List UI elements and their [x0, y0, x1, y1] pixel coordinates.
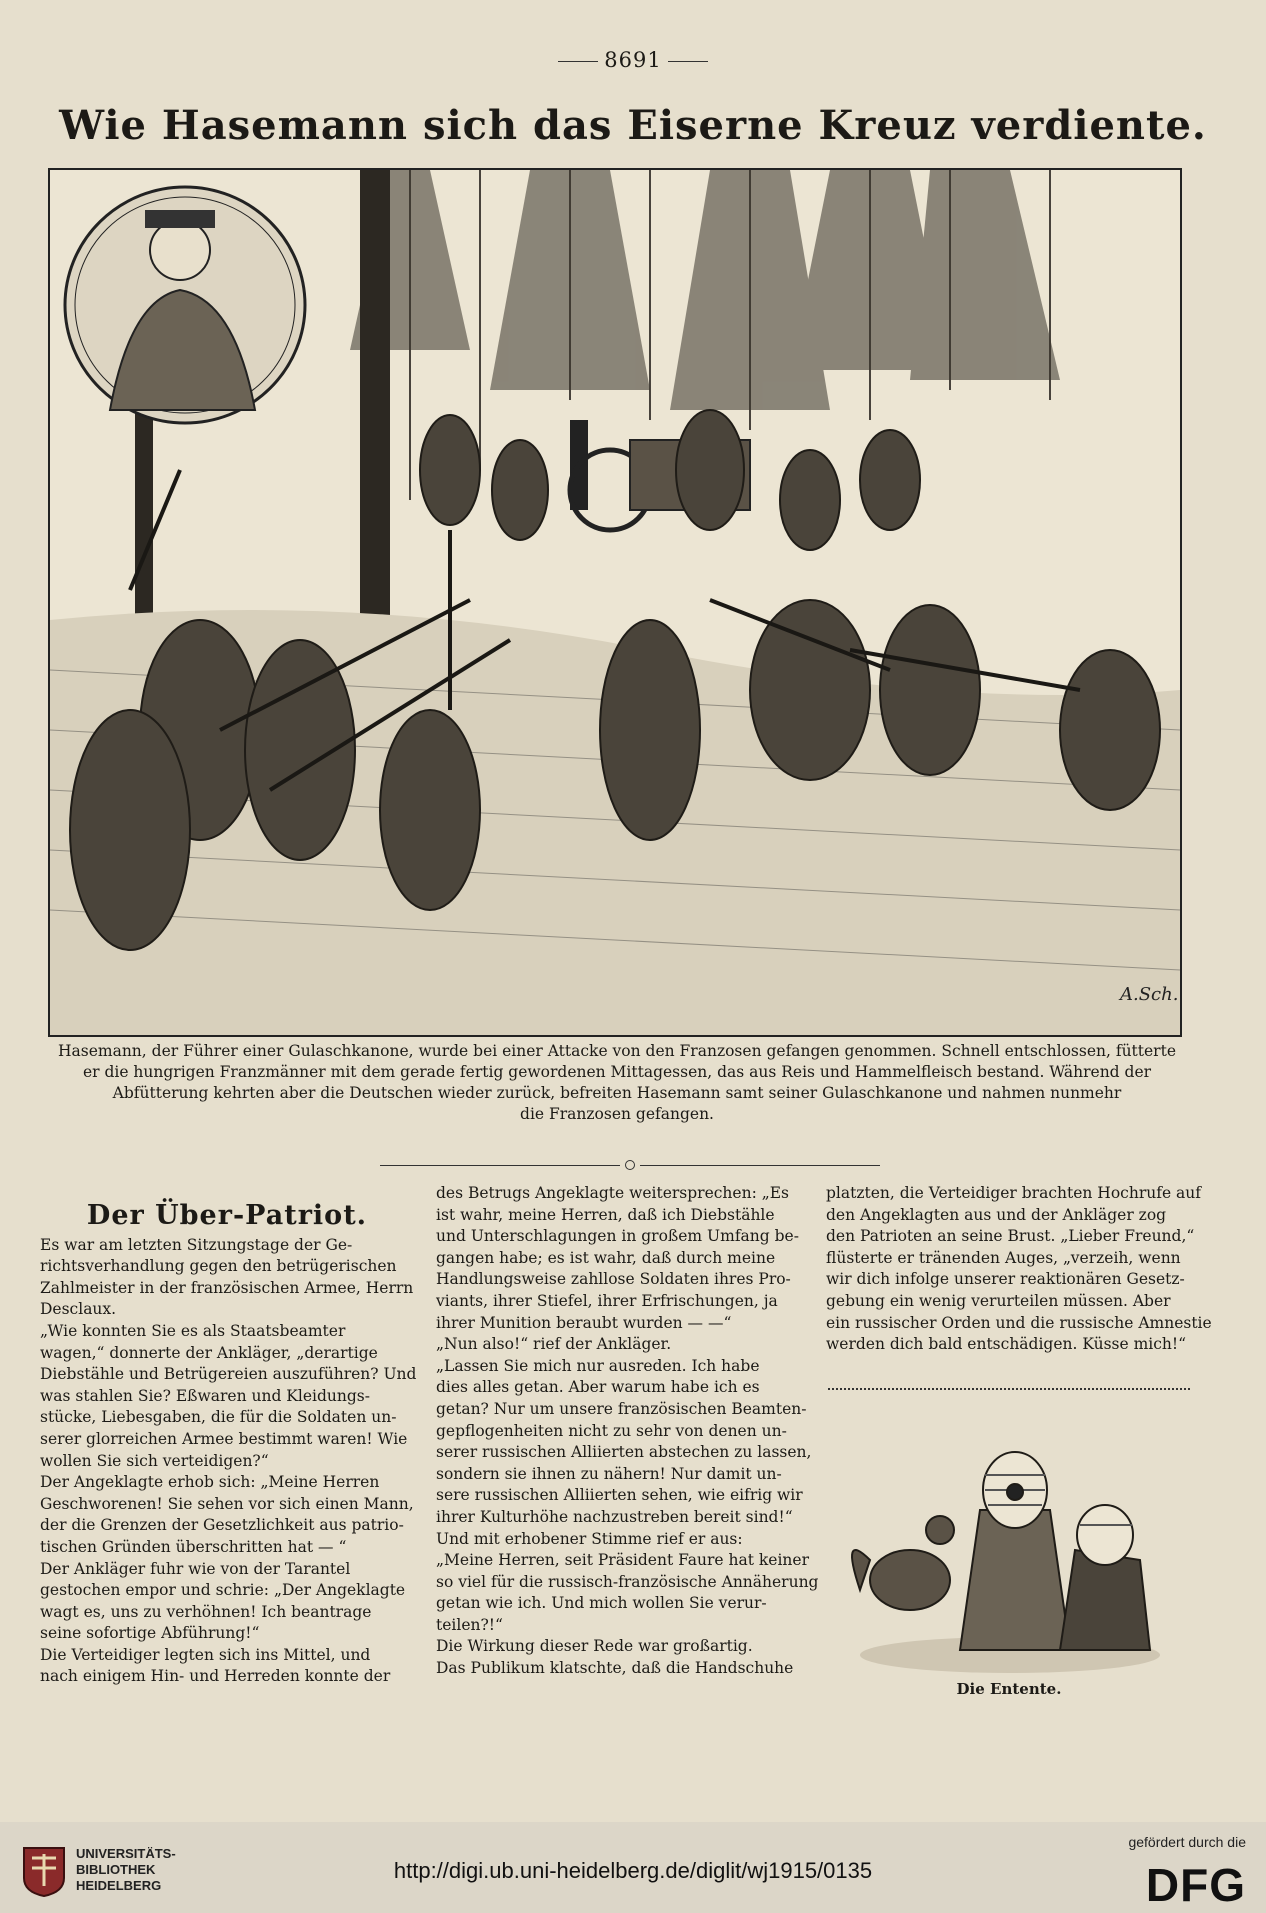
article-title: Der Über-Patriot.: [86, 1200, 368, 1231]
text-line: Der Ankläger fuhr wie von der Tarantel: [40, 1559, 351, 1578]
text-line: gangen habe; es ist wahr, daß durch meine: [436, 1248, 776, 1267]
page-headline: Wie Hasemann sich das Eiserne Kreuz verdiente.: [59, 102, 1207, 149]
cartoon-caption: Die Entente.: [956, 1680, 1062, 1698]
text-line: „Nun also!“ rief der Ankläger.: [436, 1335, 672, 1354]
text-line: flüsterte er tränenden Auges, „verzeih, wenn: [826, 1248, 1181, 1267]
divider-ornament: [625, 1160, 635, 1170]
text-line: was stahlen Sie? Eßwaren und Kleidungs-: [40, 1386, 370, 1405]
war-illustration: [48, 168, 1182, 1037]
text-line: werden dich bald entschädigen. Küsse mich!“: [826, 1335, 1187, 1354]
page-number: [0, 48, 1266, 72]
divider-left: [380, 1165, 620, 1166]
text-line: Zahlmeister in der französischen Armee, Herrn: [40, 1278, 414, 1297]
caption-line: Hasemann, der Führer einer Gulaschkanone, wurde bei einer Attacke von den Franzosen gefangen genommen. Schnell entschlossen, fütterte: [58, 1042, 1176, 1060]
text-line: Die Wirkung dieser Rede war großartig.: [436, 1637, 753, 1656]
dfg-logo: DFG: [1145, 1859, 1246, 1911]
text-line: ist wahr, meine Herren, daß ich Diebstähle: [436, 1205, 775, 1224]
right-dash: [668, 61, 708, 62]
divider-right: [640, 1165, 880, 1166]
text-line: Es war am letzten Sitzungstage der Ge-: [40, 1235, 353, 1254]
text-line: nach einigem Hin- und Herreden konnte der: [40, 1667, 391, 1686]
library-line: HEIDELBERG: [76, 1878, 162, 1893]
text-line: wir dich infolge unserer reaktionären Gesetz-: [826, 1270, 1185, 1289]
text-line: sondern sie ihnen zu nähern! Nur damit un-: [436, 1464, 782, 1483]
text-line: Geschworenen! Sie sehen vor sich einen Mann,: [40, 1494, 414, 1513]
text-line: und Unterschlagungen in großem Umfang be-: [436, 1227, 799, 1246]
illustration-caption: [52, 1041, 1182, 1125]
library-line: BIBLIOTHEK: [76, 1862, 156, 1877]
viewer-footer: [0, 1822, 1266, 1913]
text-line: „Wie konnten Sie es als Staatsbeamter: [40, 1321, 346, 1340]
text-line: sere russischen Alliierten sehen, wie eifrig wir: [436, 1486, 803, 1505]
caption-line: Abfütterung kehrten aber die Deutschen wieder zurück, befreiten Hasemann samt seiner Gulaschkanone und nahmen nunmehr: [112, 1084, 1122, 1102]
text-line: Der Angeklagte erhob sich: „Meine Herren: [40, 1473, 380, 1492]
text-line: „Meine Herren, seit Präsident Faure hat keiner: [436, 1551, 809, 1570]
text-line: tischen Gründen überschritten hat — “: [40, 1537, 347, 1556]
entente-drawing: [840, 1420, 1180, 1680]
article-column-3: [826, 1183, 1212, 1356]
text-line: Und mit erhobener Stimme rief er aus:: [436, 1529, 743, 1548]
text-line: stücke, Liebesgaben, die für die Soldaten un-: [40, 1408, 397, 1427]
text-line: Das Publikum klatschte, daß die Handschuhe: [436, 1659, 794, 1678]
text-line: gepflogenheiten nicht zu sehr von denen un-: [436, 1421, 787, 1440]
article-column-1: [40, 1183, 417, 1688]
column-divider: [828, 1388, 1190, 1398]
text-line: ihrer Kulturhöhe nachzustreben bereit sind!“: [436, 1507, 793, 1526]
permalink-url[interactable]: http://digi.ub.uni-heidelberg.de/diglit/wj1915/0135: [393, 1858, 873, 1883]
text-line: gebung ein wenig verurteilen müssen. Aber: [826, 1291, 1171, 1310]
illustration-drawing: [50, 170, 1180, 1035]
artist-signature: A.Sch.: [1120, 984, 1179, 1005]
text-line: getan wie ich. Und mich wollen Sie verur-: [436, 1594, 767, 1613]
page-number-text: 8691: [604, 48, 662, 72]
caption-line: er die hungrigen Franzmänner mit dem gerade fertig gewordenen Mittagessen, das aus Reis und Hammelfleisch bestand. Während der: [82, 1063, 1152, 1081]
section-divider: [380, 1160, 880, 1170]
text-line: wagen,“ donnerte der Ankläger, „derartige: [40, 1343, 378, 1362]
article-column-2: [436, 1183, 819, 1680]
text-line: dies alles getan. Aber warum habe ich es: [436, 1378, 760, 1397]
text-line: wollen Sie sich verteidigen?“: [40, 1451, 269, 1470]
text-line: viants, ihrer Stiefel, ihrer Erfrischungen, ja: [436, 1291, 778, 1310]
text-line: Die Verteidiger legten sich ins Mittel, und: [40, 1645, 371, 1664]
text-line: ihrer Munition beraubt wurden — —“: [436, 1313, 732, 1332]
text-line: so viel für die russisch-französische Annäherung: [436, 1572, 819, 1591]
entente-cartoon: [840, 1420, 1180, 1680]
text-line: Diebstähle und Betrügereien auszuführen? Und: [40, 1365, 417, 1384]
text-line: der die Grenzen der Gesetzlichkeit aus patrio-: [40, 1516, 404, 1535]
funded-by-text: gefördert durch die: [1128, 1834, 1246, 1850]
library-line: UNIVERSITÄTS-: [76, 1846, 176, 1861]
text-line: Desclaux.: [40, 1300, 117, 1319]
text-line: richtsverhandlung gegen den betrügerischen: [40, 1257, 397, 1276]
text-line: gestochen empor und schrie: „Der Angeklagte: [40, 1581, 406, 1600]
text-line: den Angeklagten aus und der Ankläger zog: [826, 1205, 1167, 1224]
text-line: serer russischen Alliierten abstechen zu lassen,: [436, 1443, 812, 1462]
left-dash: [558, 61, 598, 62]
text-line: getan? Nur um unsere französischen Beamten-: [436, 1399, 807, 1418]
text-line: teilen?!“: [436, 1615, 503, 1634]
text-line: wagt es, uns zu verhöhnen! Ich beantrage: [40, 1602, 372, 1621]
text-line: den Patrioten an seine Brust. „Lieber Freund,“: [826, 1227, 1195, 1246]
text-line: des Betrugs Angeklagte weitersprechen: „Es: [436, 1184, 790, 1202]
text-line: „Lassen Sie mich nur ausreden. Ich habe: [436, 1356, 760, 1375]
text-line: Handlungsweise zahllose Soldaten ihres Pro-: [436, 1270, 791, 1289]
text-line: serer glorreichen Armee bestimmt waren! Wie: [40, 1429, 408, 1448]
text-line: ein russischer Orden und die russische Amnestie: [826, 1313, 1212, 1332]
text-line: seine sofortige Abführung!“: [40, 1624, 260, 1643]
caption-line: die Franzosen gefangen.: [520, 1105, 714, 1123]
text-line: platzten, die Verteidiger brachten Hochrufe auf: [826, 1184, 1202, 1202]
